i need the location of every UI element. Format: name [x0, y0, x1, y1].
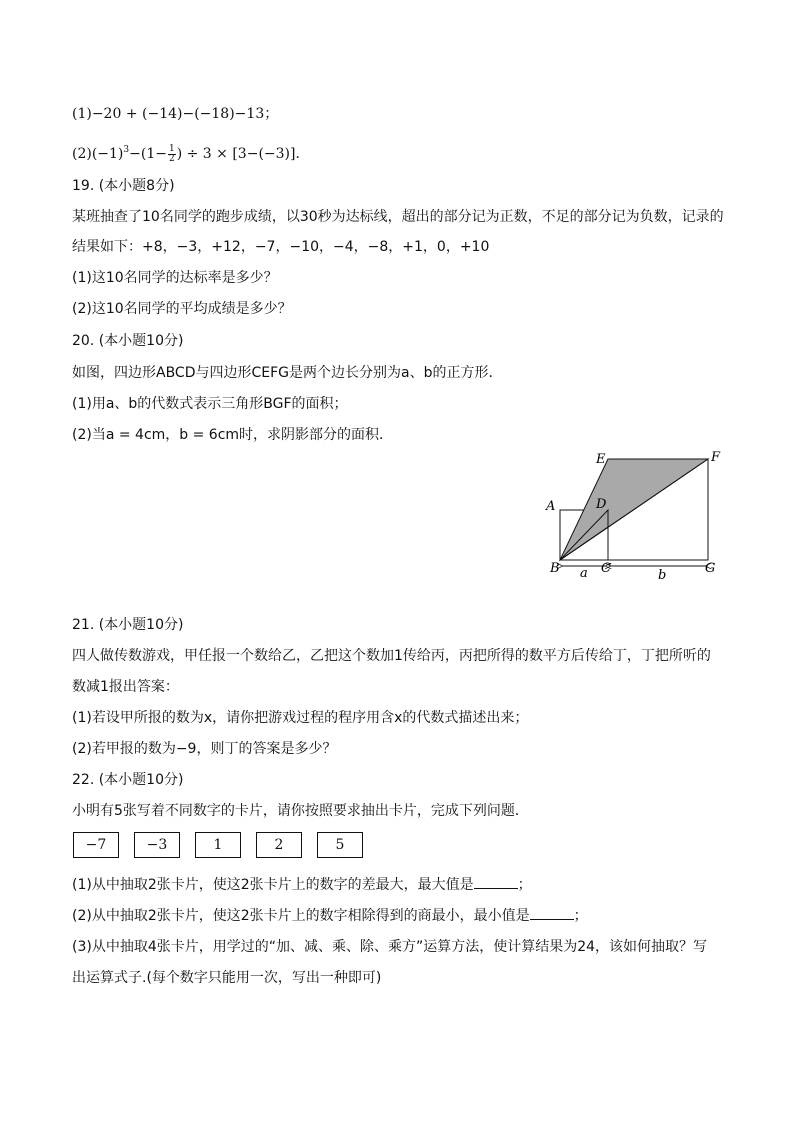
q18-part2-mid: −(1−	[129, 146, 167, 162]
q20-body: 如图，四边形ABCD与四边形CEFG是两个边长分别为a、b的正方形．	[72, 365, 503, 381]
q19-body-line2: 结果如下：+8，−3，+12，−7，−10，−4，−8，+1，0，+10	[72, 239, 490, 255]
label-b-point: B	[550, 561, 560, 576]
answer-blank	[530, 905, 574, 920]
q22-header: 22. (本小题10分)	[72, 772, 184, 788]
label-f-point: F	[711, 450, 721, 465]
q19-part2: (2)这10名同学的平均成绩是多少？	[72, 301, 292, 317]
q19-body-line1: 某班抽查了10名同学的跑步成绩，以30秒为达标线，超出的部分记为正数，不足的部分记为负数，记录的	[72, 209, 724, 225]
q22-part3-line2: 出运算式子.(每个数字只能用一次，写出一种即可)	[72, 970, 382, 986]
squares-figure	[540, 446, 730, 586]
number-card: 2	[256, 832, 302, 858]
q19-header: 19. (本小题8分)	[72, 178, 175, 194]
q21-part1: (1)若设甲所报的数为x，请你把游戏过程的程序用含x的代数式描述出来；	[72, 710, 529, 726]
q18-part2-exponent: 3	[123, 145, 130, 155]
label-d-point: D	[596, 497, 607, 512]
label-a-point: A	[546, 499, 556, 514]
q18-part2-prefix: (2)(−1)	[72, 146, 124, 162]
q22-part2-end: ；	[573, 908, 588, 924]
q18-fraction	[168, 145, 176, 164]
q22-part1-end: ；	[517, 877, 532, 893]
q20-header: 20. (本小题10分)	[72, 333, 184, 349]
q21-body-line2: 数减1报出答案：	[72, 679, 179, 695]
q22-part2	[72, 905, 588, 926]
q18-part2-tail: ) ÷ 3 × [3−(−3)]．	[176, 146, 310, 162]
label-side-b: b	[658, 568, 667, 583]
q22-part1-text: (1)从中抽取2张卡片，使这2张卡片上的数字的差最大，最大值是	[72, 877, 474, 893]
q21-part2: (2)若甲报的数为−9，则丁的答案是多少？	[72, 741, 337, 757]
q21-body-line1: 四人做传数游戏，甲任报一个数给乙，乙把这个数加1传给丙，丙把所得的数平方后传给丁，丁把所听的	[72, 648, 711, 664]
q19-part1: (1)这10名同学的达标率是多少？	[72, 270, 278, 286]
q21-header: 21. (本小题10分)	[72, 617, 184, 633]
q20-part1: (1)用a、b的代数式表示三角形BGF的面积；	[72, 396, 348, 412]
fraction-numerator: 1	[168, 143, 175, 154]
number-card: −7	[73, 832, 119, 858]
q18-part1: (1)−20 + (−14)−(−18)−13；	[72, 106, 279, 122]
q20-part2: (2)当a = 4cm，b = 6cm时，求阴影部分的面积．	[72, 427, 394, 443]
label-side-a: a	[580, 566, 588, 581]
q22-part3-line1: (3)从中抽取4张卡片，用学过的“加、减、乘、除、乘方”运算方法，使计算结果为24，该如何抽取？写	[72, 939, 708, 955]
number-card: 1	[195, 832, 241, 858]
fraction-denominator: 2	[168, 153, 175, 164]
q18-part2	[72, 140, 309, 164]
answer-blank	[474, 874, 518, 889]
number-card: 5	[317, 832, 363, 858]
number-card: −3	[134, 832, 180, 858]
label-c-point: C	[601, 561, 611, 576]
q22-part1	[72, 874, 532, 895]
q22-body: 小明有5张写着不同数字的卡片，请你按照要求抽出卡片，完成下列问题．	[72, 803, 529, 819]
q22-part2-text: (2)从中抽取2张卡片，使这2张卡片上的数字相除得到的商最小，最小值是	[72, 908, 530, 924]
label-g-point: G	[705, 561, 716, 576]
label-e-point: E	[596, 452, 606, 467]
